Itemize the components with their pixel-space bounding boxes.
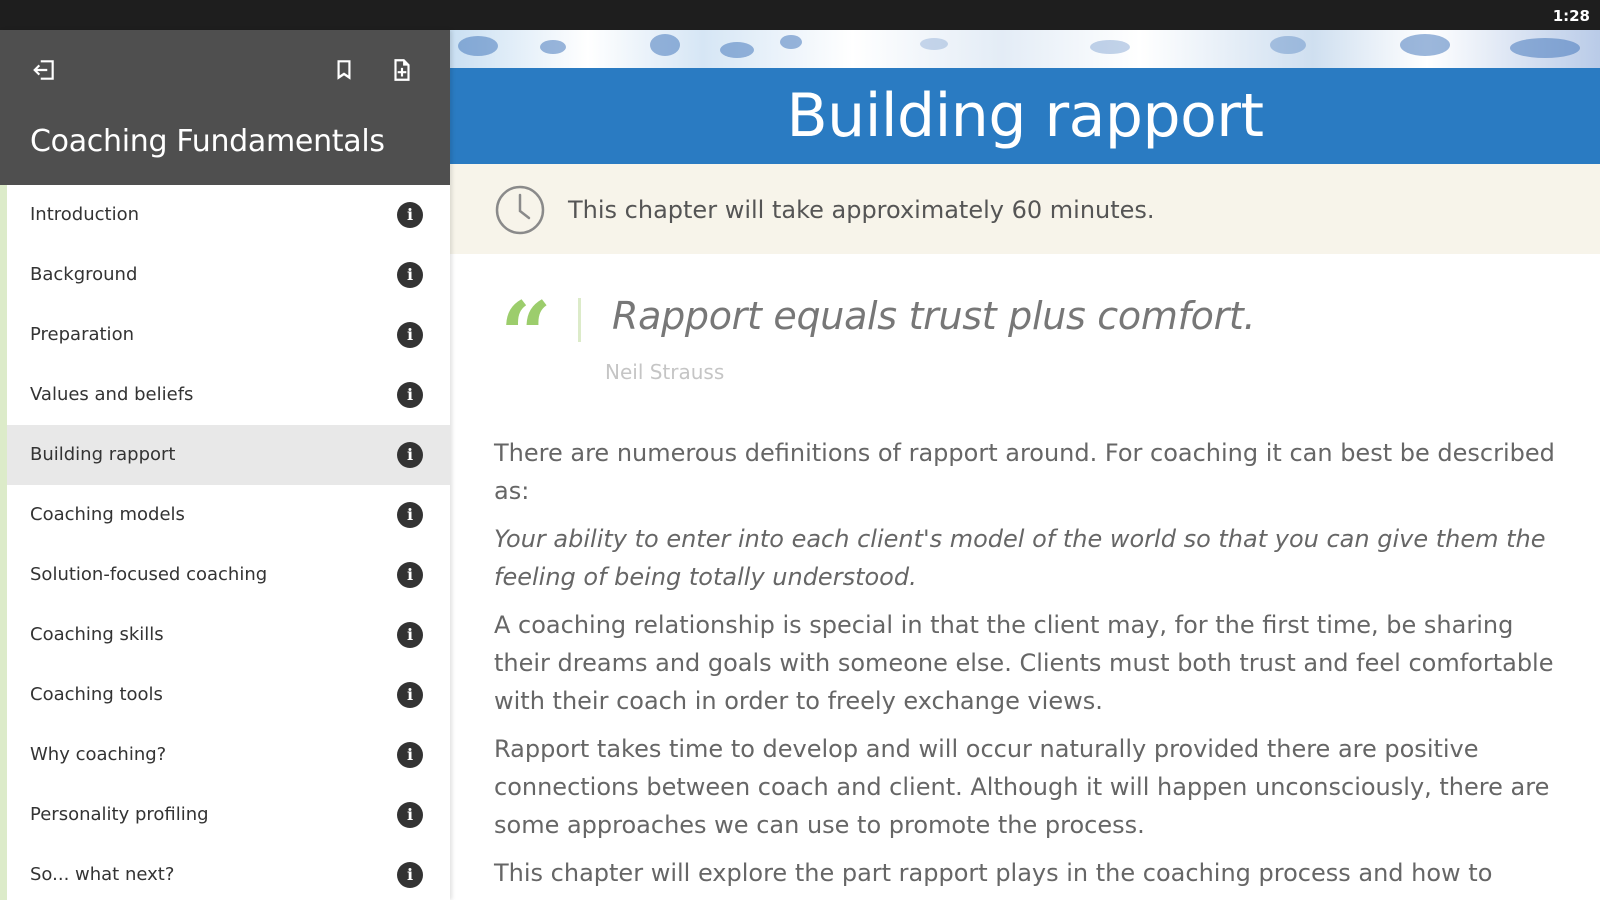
info-icon[interactable]: i [397,622,423,648]
chapter-content [450,30,1600,900]
sidebar-header [0,30,450,185]
document-icon[interactable] [386,54,418,86]
duration-text: This chapter will take approximately 60 minutes. [568,196,1155,224]
quote-mark-icon: “ [500,282,552,388]
quote-author: Neil Strauss [605,360,725,384]
info-icon[interactable]: i [397,682,423,708]
chapter-body [494,434,1564,900]
nav-item-label: Background [30,264,138,285]
clock-icon [494,184,546,236]
nav-item-label: Solution-focused coaching [30,564,268,585]
nav-item-coaching-models[interactable] [0,485,450,545]
info-icon[interactable]: i [397,442,423,468]
definition-paragraph: Your ability to enter into each client's model of the world so that you can give them the feeling of being totally understood. [494,525,1546,591]
nav-item-label: Coaching skills [30,624,164,645]
header-banner-image [450,30,1600,68]
info-icon[interactable]: i [397,562,423,588]
nav-item-building-rapport[interactable] [0,425,450,485]
status-time: 1:28 [1552,7,1590,25]
paragraph: This chapter will explore the part rapport plays in the coaching process and how to [494,859,1493,887]
nav-item-so-what-next[interactable] [0,845,450,900]
info-icon[interactable]: i [397,382,423,408]
paragraph: There are numerous definitions of rapport around. For coaching it can best be described as: [494,439,1555,505]
info-icon[interactable]: i [397,502,423,528]
info-icon[interactable]: i [397,322,423,348]
status-bar [0,0,1600,30]
nav-item-solution-focused-coaching[interactable] [0,545,450,605]
info-icon[interactable]: i [397,862,423,888]
paragraph: Rapport takes time to develop and will occur naturally provided there are positive connections between coach and client. Although it will happen unconsciously, there are some approaches we can use to promote the process. [494,735,1550,839]
nav-item-coaching-tools[interactable] [0,665,450,725]
nav-item-label: Introduction [30,204,140,225]
chapter-list [0,185,450,900]
info-icon[interactable]: i [397,262,423,288]
nav-item-introduction[interactable] [0,185,450,245]
nav-item-personality-profiling[interactable] [0,785,450,845]
nav-item-why-coaching[interactable] [0,725,450,785]
chapter-title: Building rapport [786,81,1264,151]
nav-item-label: Coaching models [30,504,185,525]
quote-divider [578,298,581,342]
nav-item-label: So... what next? [30,864,175,885]
info-icon[interactable]: i [397,202,423,228]
paragraph: A coaching relationship is special in that the client may, for the first time, be sharing their dreams and goals with someone else. Clients must both trust and feel comfortable with their coach in order to freely exchange views. [494,611,1554,715]
sidebar [0,30,450,900]
nav-item-label: Building rapport [30,444,176,465]
nav-item-label: Coaching tools [30,684,163,705]
chapter-title-bar [450,68,1600,164]
nav-item-label: Why coaching? [30,744,167,765]
nav-item-preparation[interactable] [0,305,450,365]
info-icon[interactable]: i [397,802,423,828]
info-icon[interactable]: i [397,742,423,768]
nav-item-values-and-beliefs[interactable] [0,365,450,425]
nav-item-coaching-skills[interactable] [0,605,450,665]
nav-item-label: Preparation [30,324,134,345]
bookmark-icon[interactable] [328,54,360,86]
nav-item-background[interactable] [0,245,450,305]
nav-item-label: Values and beliefs [30,384,194,405]
nav-item-label: Personality profiling [30,804,209,825]
duration-notice [450,164,1600,254]
exit-icon[interactable] [28,54,60,86]
quote-text: Rapport equals trust plus comfort. [612,294,1256,338]
sidebar-title: Coaching Fundamentals [30,124,385,159]
